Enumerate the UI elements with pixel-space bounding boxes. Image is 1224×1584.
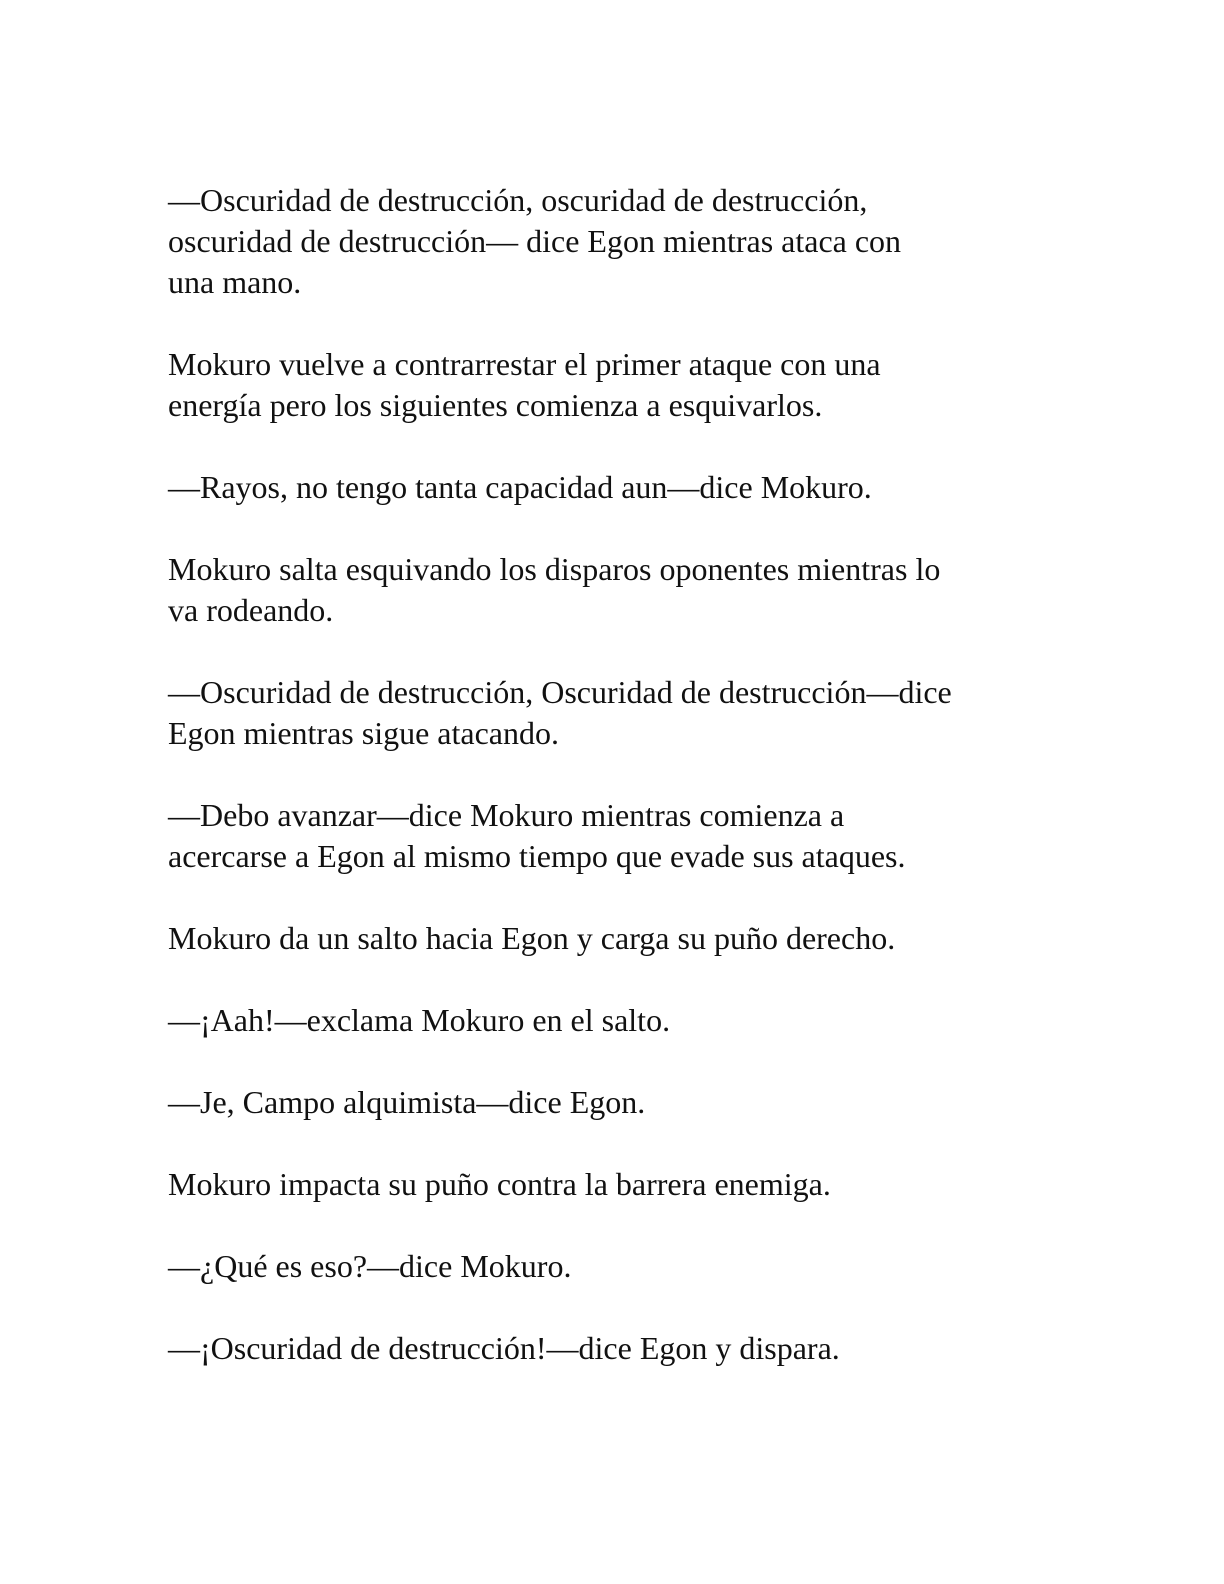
paragraph-5: —Oscuridad de destrucción, Oscuridad de destrucción—dice Egon mientras sigue atacando. xyxy=(168,674,952,751)
document-body xyxy=(168,180,1058,1410)
paragraph-3: —Rayos, no tengo tanta capacidad aun—dice Mokuro. xyxy=(168,469,872,505)
paragraph-11: —¿Qué es eso?—dice Mokuro. xyxy=(168,1248,572,1284)
paragraph-7: Mokuro da un salto hacia Egon y carga su puño derecho. xyxy=(168,920,896,956)
paragraph-8: —¡Aah!—exclama Mokuro en el salto. xyxy=(168,1002,671,1038)
paragraph-2: Mokuro vuelve a contrarrestar el primer ataque con una energía pero los siguientes comienza a esquivarlos. xyxy=(168,346,881,423)
paragraph-10: Mokuro impacta su puño contra la barrera enemiga. xyxy=(168,1166,831,1202)
paragraph-1: —Oscuridad de destrucción, oscuridad de destrucción, oscuridad de destrucción— dice Egon mientras ataca con una mano. xyxy=(168,182,902,300)
paragraph-4: Mokuro salta esquivando los disparos oponentes mientras lo va rodeando. xyxy=(168,551,941,628)
paragraph-6: —Debo avanzar—dice Mokuro mientras comienza a acercarse a Egon al mismo tiempo que evade sus ataques. xyxy=(168,797,906,874)
paragraph-12: —¡Oscuridad de destrucción!—dice Egon y dispara. xyxy=(168,1330,840,1366)
paragraph-9: —Je, Campo alquimista—dice Egon. xyxy=(168,1084,646,1120)
